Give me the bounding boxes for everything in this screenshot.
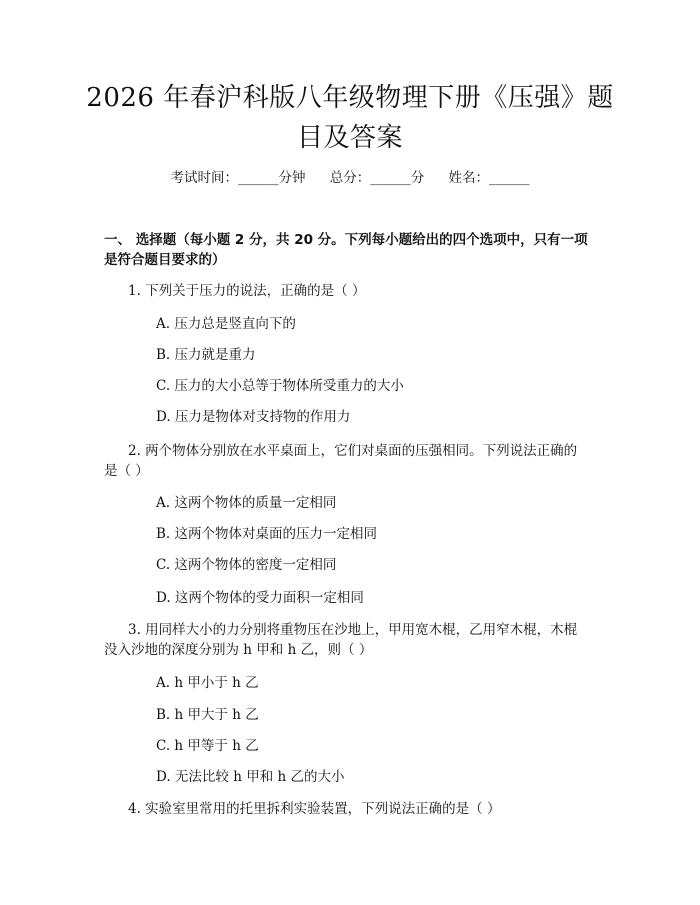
question-2-option-a: A. 这两个物体的质量一定相同 — [156, 495, 337, 511]
question-3-stem-continued: 没入沙地的深度分别为 h 甲和 h 乙，则（ ） — [104, 642, 373, 658]
question-1-option-d: D. 压力是物体对支持物的作用力 — [156, 409, 351, 425]
question-3-stem: 3. 用同样大小的力分别将重物压在沙地上，甲用宽木棍，乙用窄木棍，木棍 — [128, 622, 578, 638]
page-title-line-2: 目及答案 — [296, 123, 403, 153]
question-3-option-a: A. h 甲小于 h 乙 — [156, 675, 259, 691]
question-2-option-d: D. 这两个物体的受力面积一定相同 — [156, 590, 364, 606]
question-1-stem: 1. 下列关于压力的说法，正确的是（ ） — [128, 283, 366, 299]
section-heading-line-2: 是符合题目要求的） — [104, 252, 226, 268]
question-1-option-c: C. 压力的大小总等于物体所受重力的大小 — [156, 378, 404, 394]
question-2-stem: 2. 两个物体分别放在水平桌面上，它们对桌面的压强相同。下列说法正确的 — [128, 443, 578, 459]
page-title-line-1: 2026 年春沪科版八年级物理下册《压强》题 — [86, 83, 614, 113]
section-heading-line-1: 一、 选择题（每小题 2 分，共 20 分。下列每小题给出的四个选项中，只有一项 — [104, 232, 588, 248]
question-2-stem-continued: 是（ ） — [104, 463, 149, 479]
exam-time-field: 考试时间：______分钟 — [170, 170, 306, 186]
question-2-option-b: B. 这两个物体对桌面的压力一定相同 — [156, 526, 378, 542]
student-name-field: 姓名：______ — [448, 170, 530, 186]
question-1-option-a: A. 压力总是竖直向下的 — [156, 316, 296, 332]
question-4-stem: 4. 实验室里常用的托里拆利实验装置，下列说法正确的是（ ） — [128, 801, 501, 817]
total-score-field: 总分：______分 — [329, 170, 425, 186]
question-3-option-b: B. h 甲大于 h 乙 — [156, 707, 259, 723]
exam-meta — [0, 168, 700, 188]
question-1-option-b: B. 压力就是重力 — [156, 347, 256, 363]
question-3-option-d: D. 无法比较 h 甲和 h 乙的大小 — [156, 769, 345, 785]
question-3-option-c: C. h 甲等于 h 乙 — [156, 738, 259, 754]
question-2-option-c: C. 这两个物体的密度一定相同 — [156, 557, 337, 573]
